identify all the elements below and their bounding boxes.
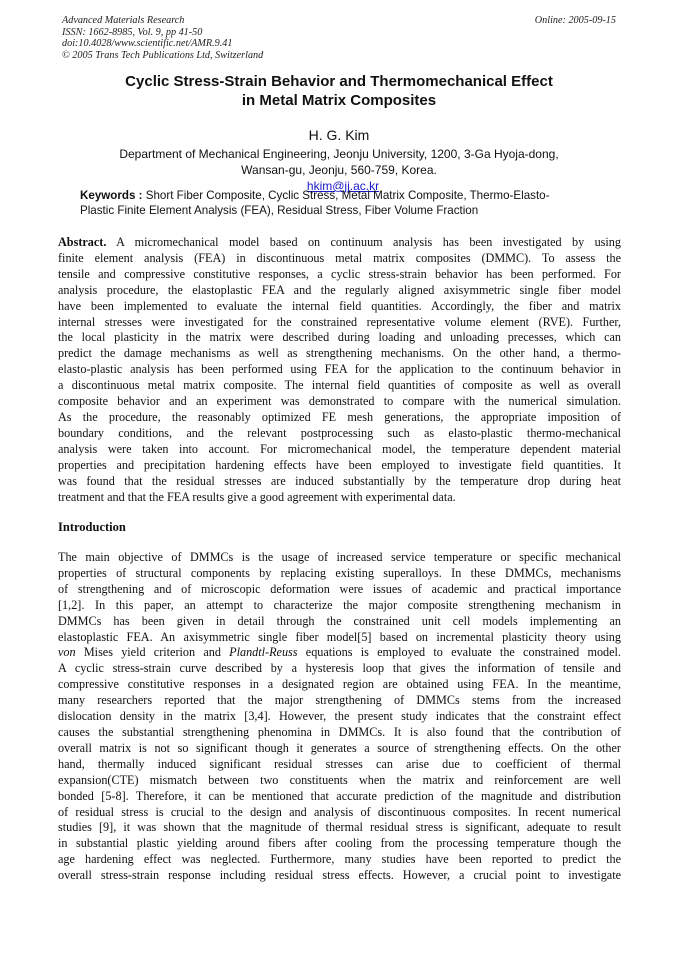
abstract-label: Abstract. [58,235,107,249]
journal-issn: ISSN: 1662-8985, Vol. 9, pp 41-50 [62,26,203,38]
intro-line: overall stress-strain response including residual stress effects. However, a crucial point to investigate [58,868,621,883]
intro-line: compressive constitutive responses in a designated region are obtained using FEA. In the meantime, [58,677,621,692]
intro-line: overall matrix is not so significant though it generates a source of strengthening effects. On the other [58,740,621,755]
title-line-1: Cyclic Stress-Strain Behavior and Thermomechanical Effect [125,73,553,90]
intro-line: dislocation density in the matrix [3,4]. However, the present study indicates that the constraint effect [58,709,621,724]
intro-line: properties of structural components by replacing existing superalloys. In these DMMCs, mechanisms [58,565,621,580]
abstract-line: predict the damage mechanisms as well as strengthening mechanisms. On the other hand, a thermo- [58,346,621,361]
journal-doi: doi:10.4028/www.scientific.net/AMR.9.41 [62,38,233,49]
keywords-line-2: Plastic Finite Element Analysis (FEA), Residual Stress, Fiber Volume Fraction [80,204,479,217]
abstract-line: was found that the residual stresses are induced substantially by the temperature drop during heat [58,473,621,488]
abstract-line: the local plasticity in the matrix were described during loading and unloading precesses, which can [58,330,621,345]
journal-meta [62,15,263,61]
intro-line: von Mises yield criterion and Plandtl-Reuss equations is employed to evaluate the constrained model. [58,645,621,660]
abstract-line: analysis procedure, the elastoplastic FEA and the regularly aligned axisymmetric single fiber model [58,282,621,297]
italic-plandtl-reuss: Plandtl-Reuss [229,645,298,660]
keywords-block [80,188,600,218]
intro-line: bonded [5-8]. Therefore, it can be mentioned that accurate prediction of the magnitude and distribution [58,788,621,803]
abstract-line: internal stresses were investigated for the constrained representative volume element (RVE). Further, [58,314,621,329]
author-email-link[interactable]: hkim@jj.ac.kr [306,179,380,193]
abstract-line: analysis were taken into account. For micromechanical model, the temperature dependent material [58,441,621,456]
intro-line: elastoplastic FEA. An axisymmetric single fiber model[5] based on incremental plasticity theory using [58,629,621,644]
abstract-line: elasto-plastic analysis has been performed using FEA for the application to the continuum behavior in [58,362,621,377]
intro-line: hand, thermally induced significant residual stresses can arise due to coefficient of thermal [58,756,621,771]
intro-line: studies [9], it was shown that the magnitude of thermal residual stress is significant, adequate to result [58,820,621,835]
keywords-line-1 [80,188,600,203]
abstract-line: Abstract. A micromechanical model based on continuum analysis has been investigated by using [58,235,621,249]
abstract-line: tensile and compressive constitutive responses, a cyclic stress-strain behavior has been performed. For [58,266,621,281]
online-date: Online: 2005-09-15 [534,15,616,26]
abstract-line: finite element analysis (FEA) in discontinuous metal matrix composites (DMMC). To assess the [58,250,621,265]
abstract-line: a discontinuous metal matrix composite. The internal field quantities of composite as well as overall [58,378,621,393]
journal-name: Advanced Materials Research [62,15,185,26]
intro-line: expansion(CTE) mismatch between two constituents when the matrix and reinforcement are well [58,772,621,787]
affiliation [60,146,618,194]
intro-line: DMMCs has been given in detail through the constrained unit cell models implementing an [58,613,621,628]
abstract-line: have been implemented to evaluate the internal field quantities. Accordingly, the fiber and matrix [58,298,621,313]
affiliation-address: Wansan-gu, Jeonju, 560-759, Korea. [241,163,437,177]
intro-line: many researchers reported that the major strengthening of DMMCs stems from the increased [58,693,621,708]
intro-line: [1,2]. In this paper, an attempt to characterize the major composite strengthening mechanism in [58,597,621,612]
abstract [58,235,621,505]
intro-line: age hardening effect was neglected. Furthermore, many studies have been reported to predict the [58,852,621,867]
abstract-line: As the procedure, the reasonably optimized FE mesh generations, the appropriate imposition of [58,409,621,424]
keywords-text-1: Short Fiber Composite, Cyclic Stress, Metal Matrix Composite, Thermo-Elasto- [145,189,550,202]
intro-line: of strengthening and of microscopic deformation were issues of academic and practical importance [58,581,621,596]
abstract-line: composite behavior and an experiment was demonstrated to compare with the numerical simulation. [58,394,621,409]
abstract-line: treatment and that the FEA results give a good agreement with experimental data. [58,489,456,504]
paper-title [60,72,618,110]
introduction-body [58,550,621,884]
abstract-line: properties and precipitation hardening effects have been employed to investigate field quantities. It [58,457,621,472]
journal-copyright: © 2005 Trans Tech Publications Ltd, Switzerland [62,49,264,61]
intro-line: A cyclic stress-strain curve described by a hysteresis loop that gives the information of tensile and [58,661,621,676]
abstract-line: boundary conditions, and the relevant postprocessing such as elasto-plastic thermo-mechanical [58,425,621,440]
intro-line: The main objective of DMMCs is the usage of increased service temperature or specific mechanical [58,550,621,564]
keywords-label: Keywords : [80,189,143,202]
introduction-heading: Introduction [58,520,126,534]
intro-line: causes the substantial strengthening phenomina in DMMCs. It is also found that the contribution of [58,724,621,739]
intro-line: in substantial plastic yielding around fibers after cooling from the processing temperature though the [58,836,621,851]
affiliation-line-1: Department of Mechanical Engineering, Jeonju University, 1200, 3-Ga Hyoja-dong, [119,147,559,161]
intro-line: of residual stress is crucial to the design and analysis of discontinuous composites. In recent numerical [58,804,621,819]
title-line-2: in Metal Matrix Composites [241,92,437,109]
author-name: H. G. Kim [308,127,370,143]
italic-von: von [58,645,76,660]
